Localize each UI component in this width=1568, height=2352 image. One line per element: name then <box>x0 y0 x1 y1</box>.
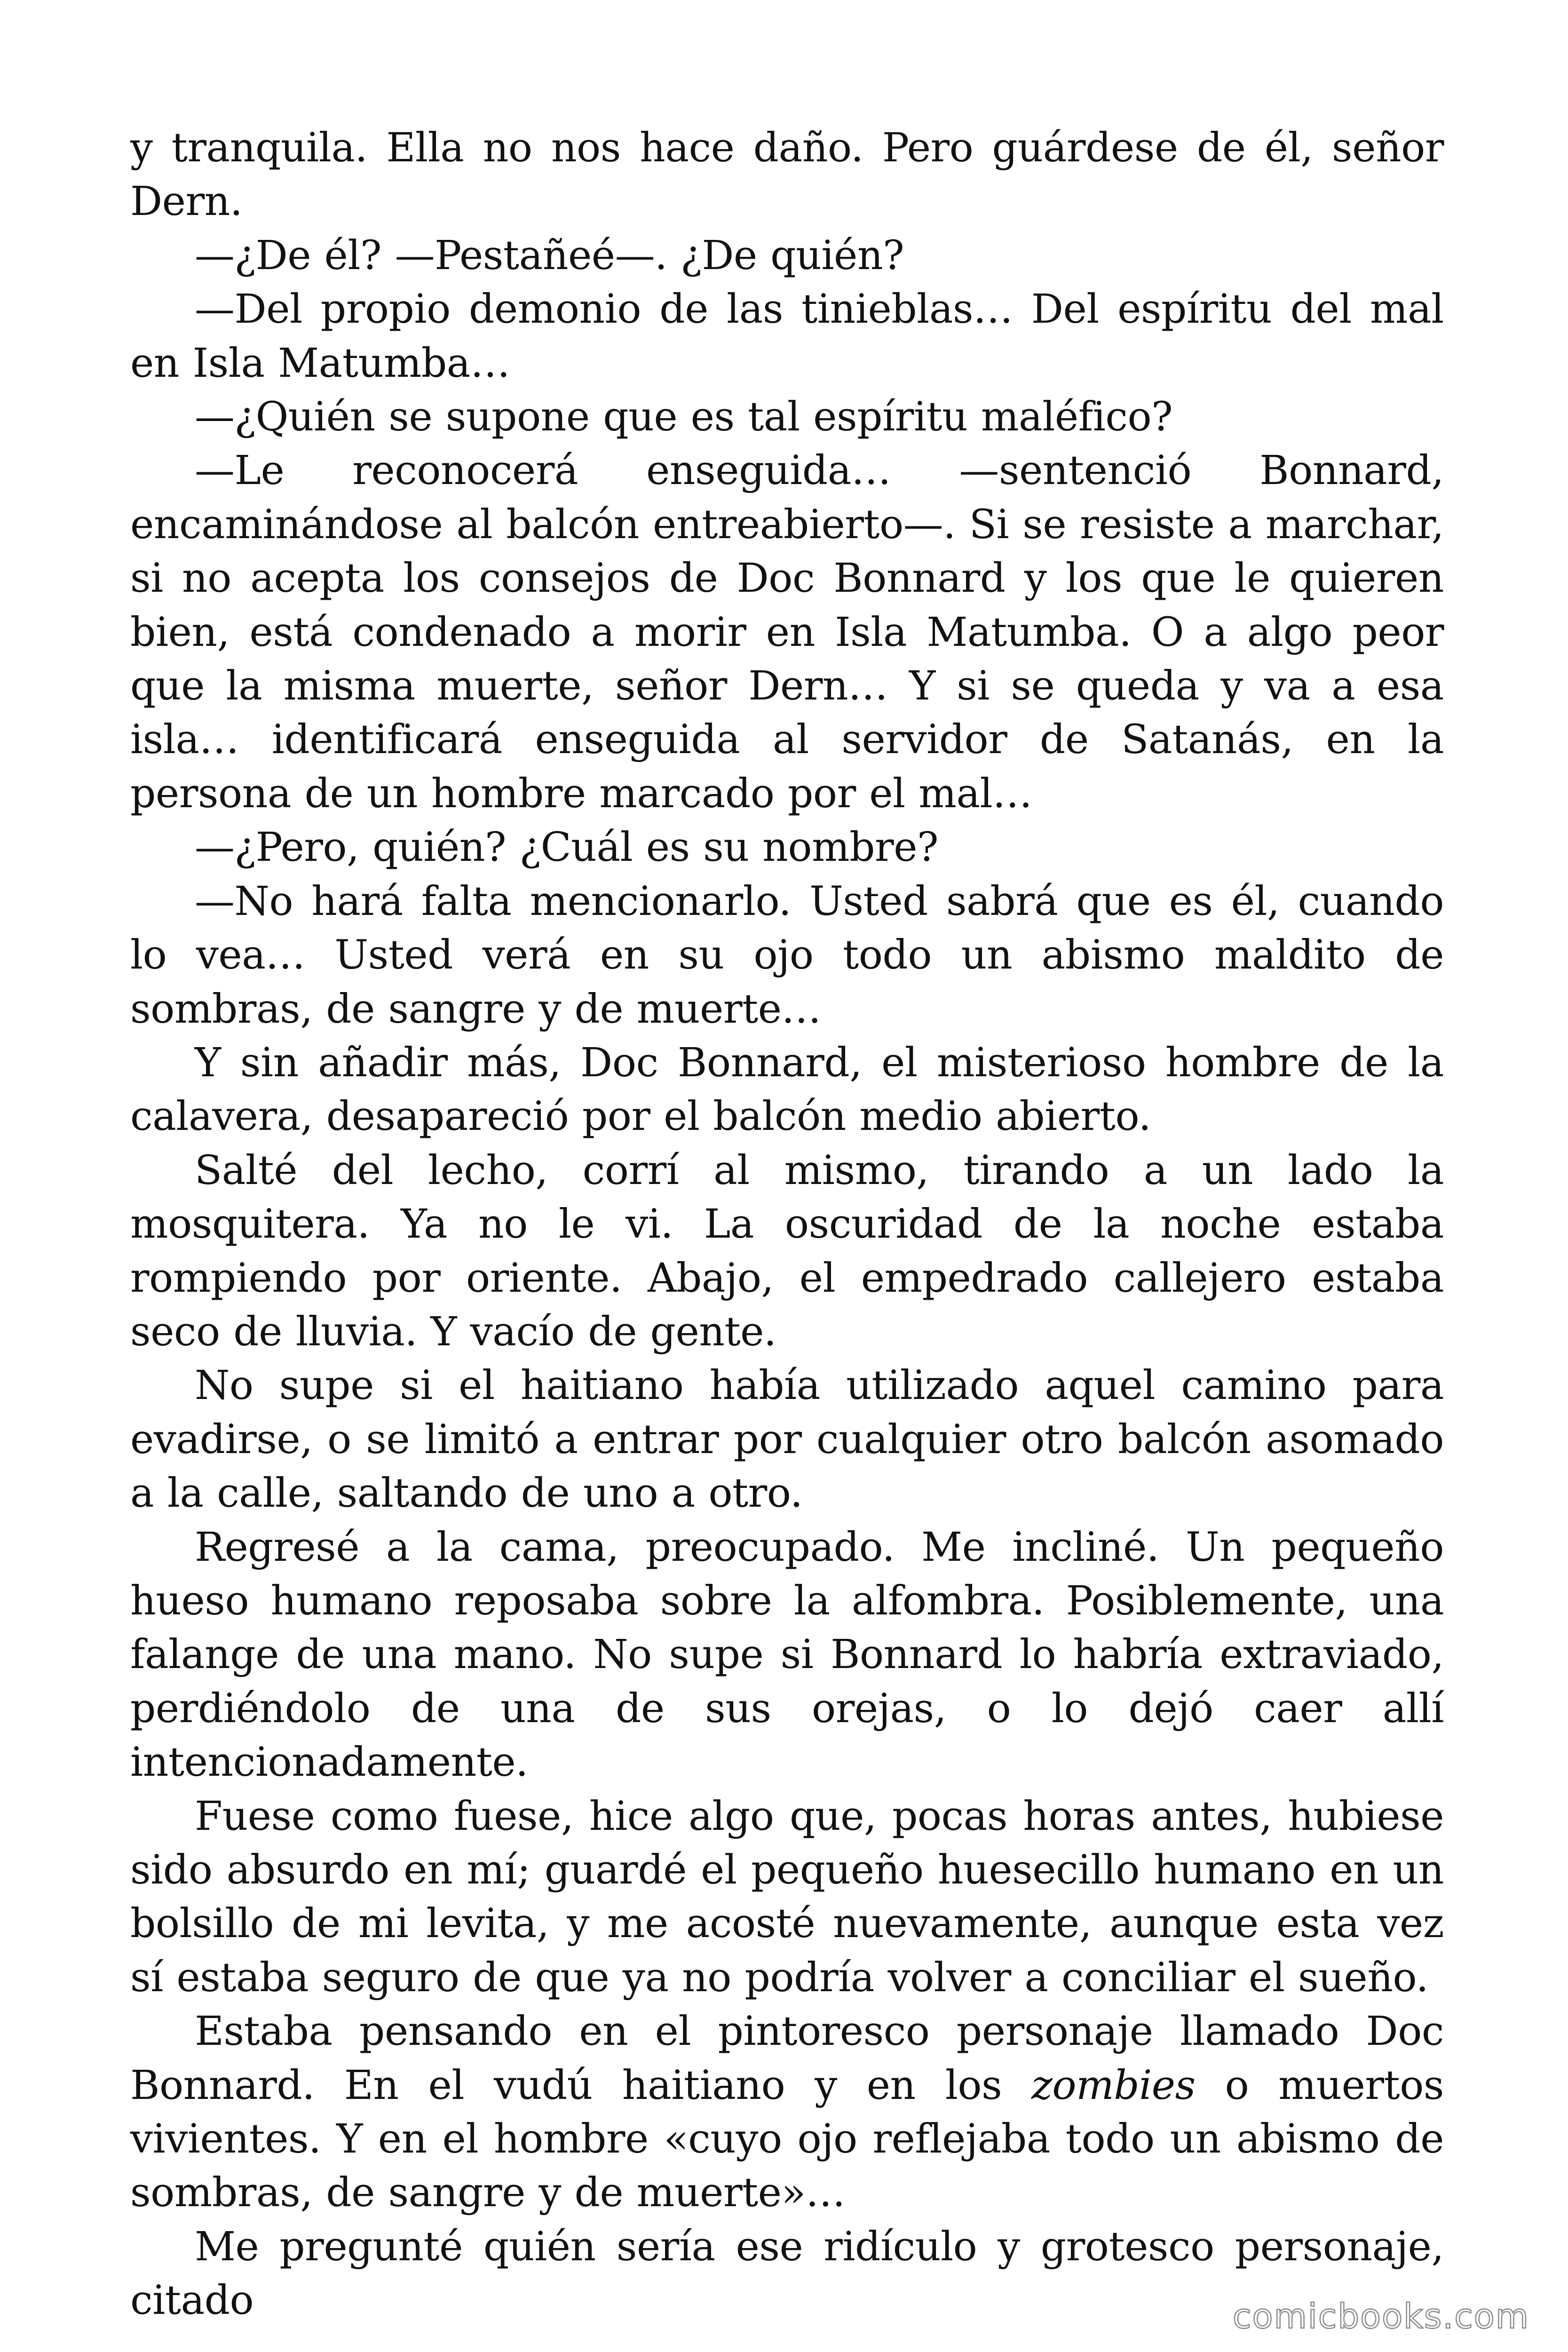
text-segment: Salté del lecho, corrí al mismo, tirando a un lado la mosquitera. Ya no le vi. La oscuridad de la noche estaba rompiendo por oriente. Abajo, el empedrado callejero estaba seco de lluvia. Y vacío de gente. <box>130 1147 1444 1355</box>
paragraph <box>130 1359 1444 1520</box>
paragraph <box>130 875 1444 1036</box>
paragraph <box>130 2005 1444 2220</box>
body-text <box>130 121 1444 2328</box>
text-segment: —¿De él? —Pestañeé—. ¿De quién? <box>195 232 904 279</box>
text-segment: Estaba pensando en el pintoresco personaje llamado Doc Bonnard. En el vudú haitiano y en los <box>130 2008 1444 2109</box>
paragraph <box>130 121 1444 229</box>
text-segment: —¿Quién se supone que es tal espíritu maléfico? <box>195 394 1173 441</box>
text-segment: —No hará falta mencionarlo. Usted sabrá que es él, cuando lo vea… Usted verá en su ojo todo un abismo maldito de sombras, de sangre y de muerte… <box>130 878 1444 1033</box>
text-segment: —Le reconocerá enseguida… —sentenció Bonnard, encaminándose al balcón entreabierto—. Si se resiste a marchar, si no acepta los consejos de Doc Bonnard y los que le quieren bien, está condenado a morir en Isla Matumba. O a algo peor que la misma muerte, señor Dern… Y si se queda y va a esa isla… identificará enseguida al servidor de Satanás, en la persona de un hombre marcado por el mal… <box>130 447 1444 817</box>
paragraph <box>130 1790 1444 2005</box>
paragraph <box>130 1521 1444 1790</box>
text-segment: —Del propio demonio de las tinieblas… Del espíritu del mal en Isla Matumba… <box>130 286 1444 387</box>
text-segment: y tranquila. Ella no nos hace daño. Pero guárdese de él, señor Dern. <box>130 125 1444 225</box>
text-segment: Y sin añadir más, Doc Bonnard, el misterioso hombre de la calavera, desapareció por el balcón medio abierto. <box>130 1039 1444 1140</box>
paragraph <box>130 390 1444 444</box>
text-segment: —¿Pero, quién? ¿Cuál es su nombre? <box>195 824 939 871</box>
paragraph <box>130 821 1444 874</box>
paragraph <box>130 283 1444 390</box>
text-segment: Fuese como fuese, hice algo que, pocas horas antes, hubiese sido absurdo en mí; guardé el pequeño huesecillo humano en un bolsillo de mi levita, y me acosté nuevamente, aunque esta vez sí estaba seguro de que ya no podría volver a conciliar el sueño. <box>130 1793 1444 2001</box>
italic-text: zombies <box>1031 2062 1196 2109</box>
text-segment: Regresé a la cama, preocupado. Me incliné. Un pequeño hueso humano reposaba sobre la alfombra. Posiblemente, una falange de una mano. No supe si Bonnard lo habría extraviado, perdiéndolo de una de sus orejas, o lo dejó caer allí intencionadamente. <box>130 1524 1444 1786</box>
paragraph <box>130 1036 1444 1144</box>
text-segment: No supe si el haitiano había utilizado aquel camino para evadirse, o se limitó a entrar por cualquier otro balcón asomado a la calle, saltando de uno a otro. <box>130 1362 1444 1517</box>
text-segment: Me pregunté quién sería ese ridículo y grotesco personaje, citado <box>130 2223 1444 2324</box>
text-segment: o muertos vivientes. Y en el hombre «cuyo ojo reflejaba todo un abismo de sombras, de sangre y de muerte»… <box>130 2062 1444 2217</box>
watermark: comicbooks.com <box>1232 2296 1529 2336</box>
paragraph <box>130 444 1444 821</box>
paragraph <box>130 1144 1444 1359</box>
paragraph <box>130 229 1444 283</box>
